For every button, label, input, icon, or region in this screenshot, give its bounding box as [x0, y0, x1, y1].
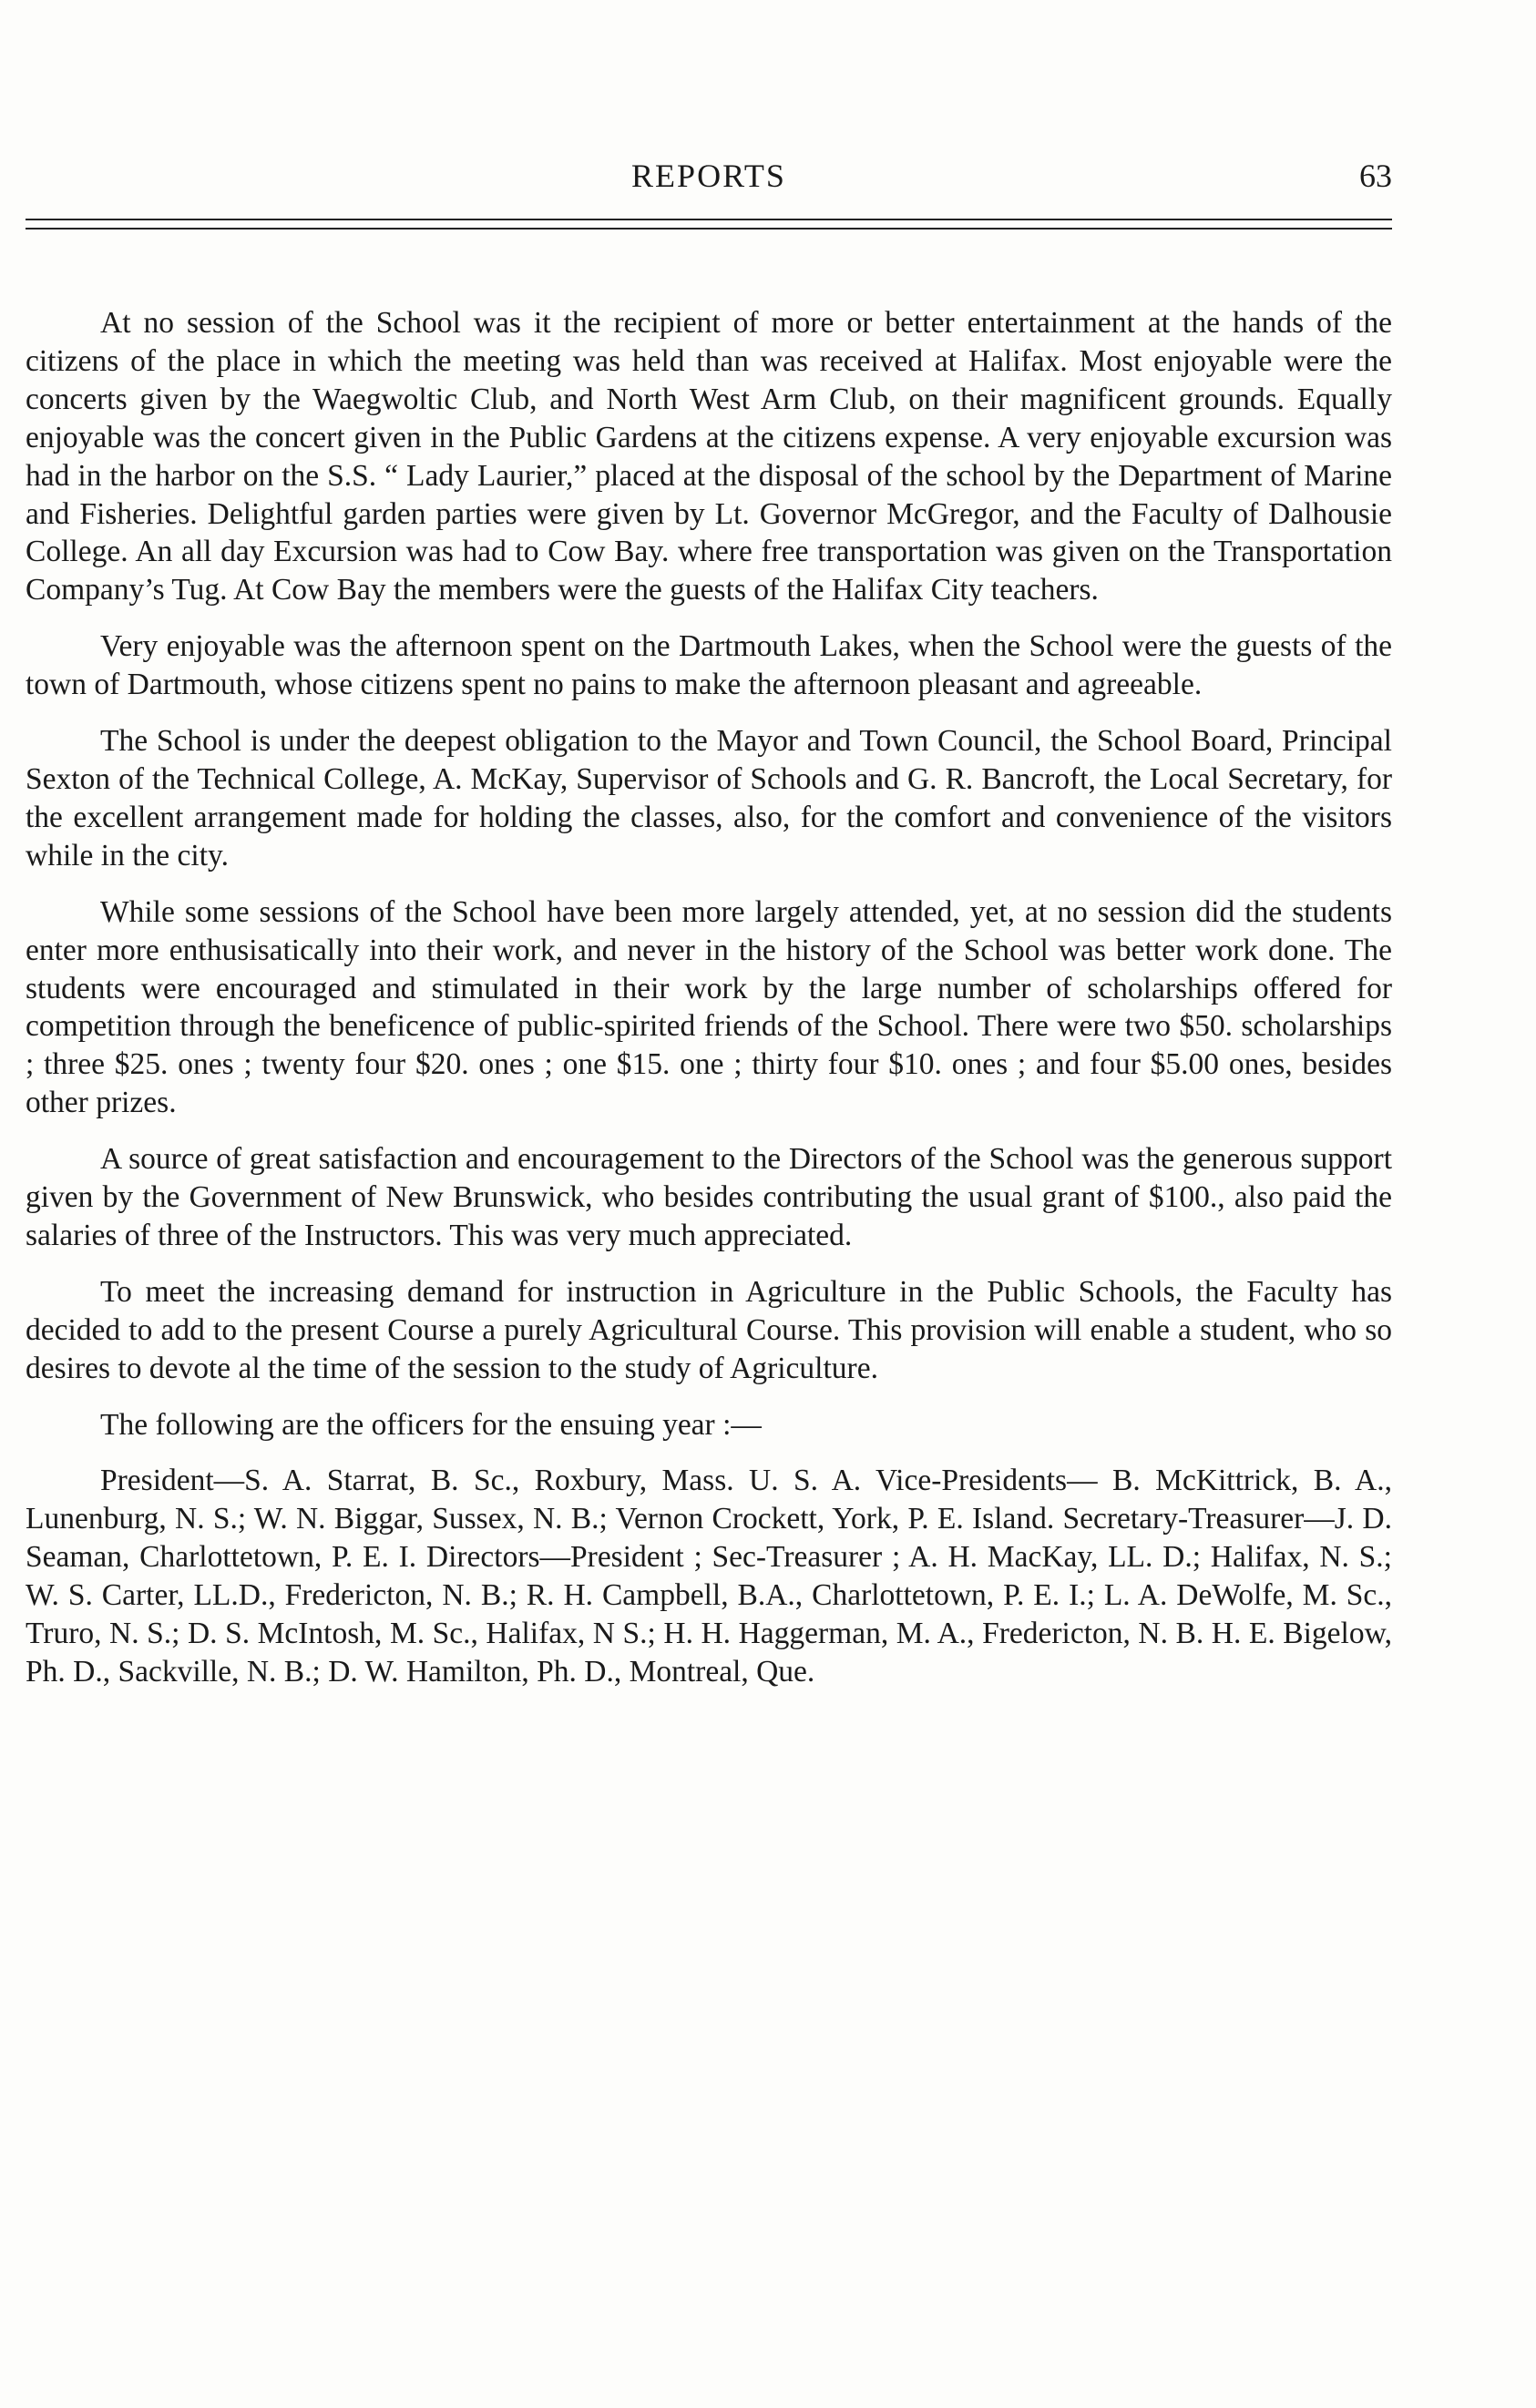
paragraph-entertainment: At no session of the School was it the recipient of more or better entertainment at the hands of the citizens of the place in which the meeting was held than was received at Halifax. Most enjoyable were the concerts given by the Waegwoltic Club, and North West Arm Club, on their magnificent grounds. Equally enjoyable was the concert given in the Public Gardens at the citizens expense. A very enjoyable excursion was had in the harbor on the S.S. “ Lady Laurier,” placed at the disposal of the school by the Department of Marine and Fisheries. Delightful garden parties were given by Lt. Governor McGregor, and the Faculty of Dalhousie College. An all day Excursion was had to Cow Bay. where free transportation was given on the Transportation Company’s Tug. At Cow Bay the members were the guests of the Halifax City teachers. — [26, 306, 1392, 607]
header-rule-top — [26, 219, 1392, 220]
paragraph-obligation: The School is under the deepest obligation to the Mayor and Town Council, the School Board, Principal Sexton of the Technical College, A. McKay, Supervisor of Schools and G. R. Bancroft, the Local Secretary, for the excellent arrangement made for holding the classes, also, for the comfort and convenience of the visitors while in the city. — [26, 724, 1392, 872]
paragraph-officers-list: President—S. A. Starrat, B. Sc., Roxbury, Mass. U. S. A. Vice-Presidents— B. McKittrick, B. A., Lunenburg, N. S.; W. N. Biggar, Sussex, N. B.; Vernon Crockett, York, P. E. Island. Secretary-Treasurer—J. D. Seaman, Charlottetown, P. E. I. Directors—President ; Sec-Treasurer ; A. H. MacKay, LL. D.; Halifax, N. S.; W. S. Carter, LL.D., Fredericton, N. B.; R. H. Campbell, B.A., Charlottetown, P. E. I.; L. A. DeWolfe, M. Sc., Truro, N. S.; D. S. McIntosh, M. Sc., Halifax, N S.; H. H. Haggerman, M. A., Fredericton, N. B. H. E. Bigelow, Ph. D., Sackville, N. B.; D. W. Hamilton, Ph. D., Montreal, Que. — [26, 1464, 1392, 1689]
page-number: 63 — [1359, 158, 1392, 194]
report-body — [26, 304, 1392, 1709]
page-header — [26, 157, 1392, 200]
paragraph-government-support: A source of great satisfaction and encouragement to the Directors of the School was the generous support given by the Government of New Brunswick, who besides contributing the usual grant of $100., also paid the salaries of three of the Instructors. This was very much appreciated. — [26, 1142, 1392, 1252]
running-head: REPORTS — [631, 158, 786, 194]
paragraph-officers-intro: The following are the officers for the ensuing year :— — [100, 1407, 762, 1442]
paragraph-agriculture: To meet the increasing demand for instruction in Agriculture in the Public Schools, the Faculty has decided to add to the present Course a purely Agricultural Course. This provision will enable a student, who so desires to devote al the time of the session to the study of Agriculture. — [26, 1274, 1392, 1385]
header-rule-bottom — [26, 228, 1392, 230]
paragraph-scholarships: While some sessions of the School have been more largely attended, yet, at no session did the students enter more enthusisatically into their work, and never in the history of the School was better work done. The students were encouraged and stimulated in their work by the large number of scholarships offered for competition through the beneficence of public-spirited friends of the School. There were two $50. scholarships ; three $25. ones ; twenty four $20. ones ; one $15. one ; thirty four $10. ones ; and four $5.00 ones, besides other prizes. — [26, 894, 1392, 1120]
paragraph-dartmouth: Very enjoyable was the afternoon spent on the Dartmouth Lakes, when the School were the guests of the town of Dartmouth, whose citizens spent no pains to make the afternoon pleasant and agreeable. — [26, 629, 1392, 702]
